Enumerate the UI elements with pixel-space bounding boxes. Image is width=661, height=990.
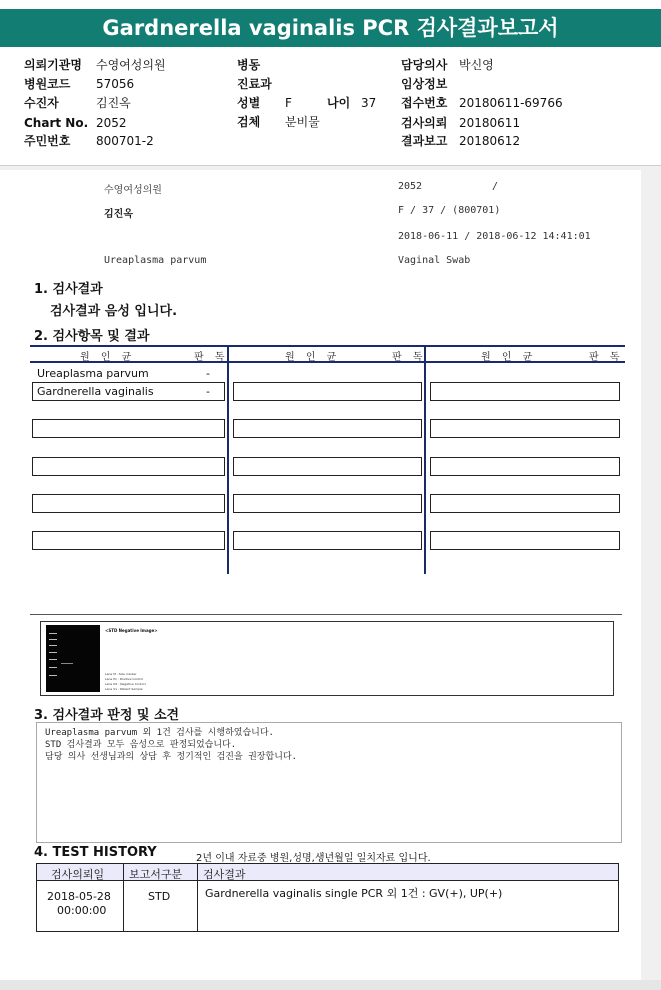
marker-band bbox=[49, 659, 57, 660]
summary-organism: Ureaplasma parvum bbox=[104, 255, 207, 266]
sex-value: F bbox=[285, 96, 292, 110]
section-2-title: 2. 검사항목 및 결과 bbox=[34, 329, 150, 344]
marker-band bbox=[49, 667, 57, 668]
doctor-value: 박신영 bbox=[459, 58, 494, 72]
hospital-code-label: 병원코드 bbox=[24, 77, 71, 91]
empty-result-cell bbox=[233, 382, 422, 401]
section-4-title: 4. TEST HISTORY bbox=[34, 845, 157, 860]
gel-image bbox=[46, 625, 100, 692]
empty-result-cell bbox=[430, 382, 620, 401]
gel-legend-line: Lane P1 : Positive Control bbox=[105, 677, 144, 681]
gel-legend-line: Lane M : Size marker bbox=[105, 672, 137, 676]
summary-patient: 김진옥 bbox=[104, 209, 133, 220]
empty-result-cell bbox=[32, 457, 225, 476]
empty-result-cell bbox=[32, 494, 225, 513]
section-3-title: 3. 검사결과 판정 및 소견 bbox=[34, 708, 180, 723]
history-report-type: STD bbox=[148, 890, 171, 903]
result-organism: Gardnerella vaginalis bbox=[37, 385, 154, 398]
clinical-info-label: 임상정보 bbox=[401, 77, 448, 91]
ward-label: 병동 bbox=[237, 58, 261, 72]
patient-value: 김진옥 bbox=[96, 96, 131, 110]
marker-band bbox=[49, 633, 57, 634]
resident-id-label: 주민번호 bbox=[24, 134, 71, 148]
result-row bbox=[32, 364, 225, 383]
summary-sex-age: F / 37 / (800701) bbox=[398, 205, 501, 216]
col-organism-header-3: 원 인 균 bbox=[481, 352, 537, 363]
marker-band bbox=[49, 645, 57, 646]
report-header bbox=[0, 0, 661, 166]
gel-image-panel bbox=[40, 621, 614, 696]
specimen-label: 검체 bbox=[237, 115, 261, 129]
opinion-line: 담당 의사 선생님과의 상담 후 정기적인 검진을 권장합니다. bbox=[45, 752, 298, 762]
section-divider bbox=[30, 614, 622, 615]
clinical-info-field bbox=[401, 75, 641, 93]
opinion-box bbox=[36, 722, 622, 843]
empty-result-cell bbox=[233, 457, 422, 476]
col-judgement-header-3: 판 독 bbox=[589, 352, 624, 363]
empty-result-cell bbox=[430, 457, 620, 476]
history-note: 2년 이내 자료중 병원,성명,생년월일 일치자료 입니다. bbox=[196, 853, 431, 864]
resident-id-value: 800701-2 bbox=[96, 134, 154, 148]
col-judgement-header-1: 판 독 bbox=[194, 352, 229, 363]
history-table-header bbox=[37, 864, 618, 881]
results-grid bbox=[30, 345, 625, 575]
summary-dates: 2018-06-11 / 2018-06-12 14:41:01 bbox=[398, 231, 591, 242]
sample-band bbox=[61, 663, 73, 664]
summary-chart-separator: / bbox=[492, 181, 499, 192]
request-date-field bbox=[401, 114, 641, 132]
doctor-label: 담당의사 bbox=[401, 58, 448, 72]
gel-image-caption: <STD Negative Image> bbox=[105, 628, 158, 633]
sex-label: 성별 bbox=[237, 96, 261, 110]
chart-field bbox=[24, 114, 224, 132]
hospital-field bbox=[24, 56, 224, 74]
grid-top-rule bbox=[30, 345, 625, 347]
col-organism-header-1: 원 인 균 bbox=[80, 352, 136, 363]
col-organism-header-2: 원 인 균 bbox=[285, 352, 341, 363]
chart-value: 2052 bbox=[96, 116, 127, 130]
patient-label: 수진자 bbox=[24, 96, 59, 110]
history-table bbox=[36, 863, 619, 932]
specimen-value: 분비물 bbox=[285, 115, 320, 129]
report-title: Gardnerella vaginalis PCR 검사결과보고서 bbox=[0, 9, 661, 47]
empty-result-cell bbox=[430, 494, 620, 513]
ward-field bbox=[237, 56, 387, 74]
doctor-field bbox=[401, 56, 641, 74]
summary-chart: 2052 bbox=[398, 181, 423, 192]
summary-hospital: 수영여성의원 bbox=[104, 185, 162, 196]
hospital-label: 의뢰기관명 bbox=[24, 58, 82, 72]
report-date-field bbox=[401, 132, 641, 150]
result-organism: Ureaplasma parvum bbox=[37, 367, 149, 380]
specimen-field bbox=[237, 113, 387, 131]
empty-result-cell bbox=[32, 531, 225, 550]
report-date-label: 결과보고 bbox=[401, 134, 448, 148]
result-judgement: - bbox=[206, 385, 210, 398]
empty-result-cell bbox=[430, 419, 620, 438]
history-col-divider bbox=[197, 864, 198, 931]
grid-divider-2 bbox=[424, 345, 426, 574]
empty-result-cell bbox=[32, 419, 225, 438]
age-value: 37 bbox=[361, 96, 377, 110]
empty-result-cell bbox=[233, 531, 422, 550]
col-judgement-header-2: 판 독 bbox=[392, 352, 427, 363]
report-body bbox=[0, 170, 641, 980]
empty-result-cell bbox=[430, 531, 620, 550]
patient-field bbox=[24, 94, 224, 112]
bottom-strip bbox=[0, 980, 661, 990]
hospital-code-value: 57056 bbox=[96, 77, 135, 91]
history-header-result: 검사결과 bbox=[203, 868, 246, 881]
department-field bbox=[237, 75, 387, 93]
history-header-type: 보고서구분 bbox=[129, 868, 183, 881]
sex-age-field bbox=[237, 94, 387, 112]
summary-specimen: Vaginal Swab bbox=[398, 255, 471, 266]
history-col-divider bbox=[123, 864, 124, 931]
empty-result-cell bbox=[233, 419, 422, 438]
receipt-label: 접수번호 bbox=[401, 96, 448, 110]
department-label: 진료과 bbox=[237, 77, 272, 91]
chart-label: Chart No. bbox=[24, 116, 89, 130]
receipt-field bbox=[401, 94, 641, 112]
resident-id-field bbox=[24, 132, 224, 150]
receipt-value: 20180611-69766 bbox=[459, 96, 563, 110]
request-date-label: 검사의뢰 bbox=[401, 116, 448, 130]
age-label: 나이 bbox=[327, 96, 351, 110]
hospital-value: 수영여성의원 bbox=[96, 58, 166, 72]
history-result: Gardnerella vaginalis single PCR 외 1건 : GV(+), UP(+) bbox=[205, 887, 503, 900]
history-time: 00:00:00 bbox=[57, 904, 107, 917]
section-1-title: 1. 검사결과 bbox=[34, 282, 103, 297]
opinion-line: STD 검사결과 모두 음성으로 판정되었습니다. bbox=[45, 740, 237, 750]
empty-result-cell bbox=[233, 494, 422, 513]
grid-divider-1 bbox=[227, 345, 229, 574]
marker-band bbox=[49, 675, 57, 676]
history-date: 2018-05-28 bbox=[47, 890, 111, 903]
marker-band bbox=[49, 652, 57, 653]
marker-band bbox=[49, 639, 57, 640]
section-1-result: 검사결과 음성 입니다. bbox=[50, 304, 178, 319]
request-date-value: 20180611 bbox=[459, 116, 521, 130]
result-judgement: - bbox=[206, 367, 210, 380]
gel-legend-line: Lane S1 : Patient Sample bbox=[105, 687, 143, 691]
history-header-date: 검사의뢰일 bbox=[51, 868, 105, 881]
report-date-value: 20180612 bbox=[459, 134, 521, 148]
gel-legend-line: Lane N1 : Negative Control bbox=[105, 682, 146, 686]
hospital-code-field bbox=[24, 75, 224, 93]
opinion-line: Ureaplasma parvum 외 1건 검사를 시행하였습니다. bbox=[45, 728, 274, 738]
result-row bbox=[32, 382, 225, 401]
